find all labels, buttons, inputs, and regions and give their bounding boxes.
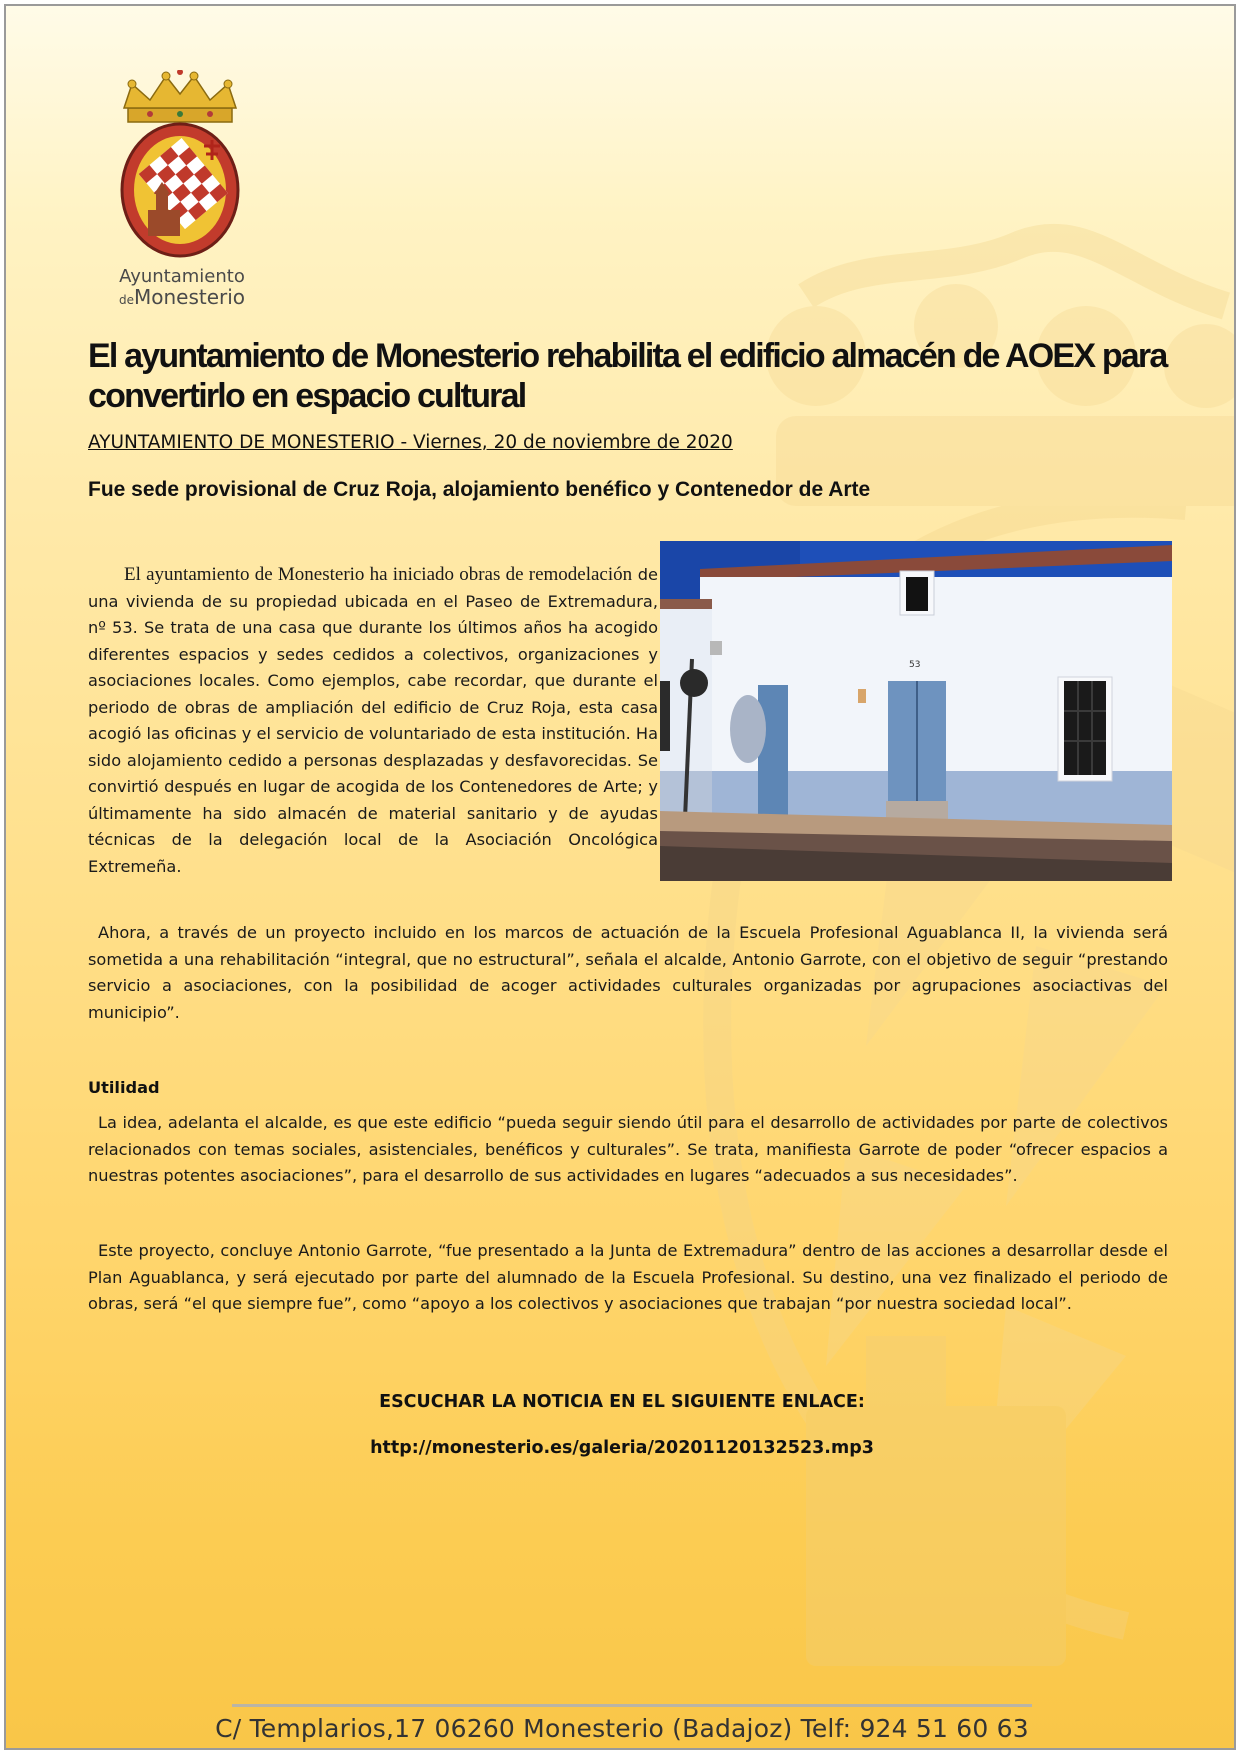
crown-icon xyxy=(124,70,236,122)
listen-label: ESCUCHAR LA NOTICIA EN EL SIGUIENTE ENLACE: xyxy=(379,1392,865,1412)
footer-address: C/ Templarios,17 06260 Monesterio (Badajoz) Telf: 924 51 60 63 xyxy=(215,1714,1029,1743)
paragraph-3: La idea, adelanta el alcalde, es que este edificio “pueda seguir siendo útil para el desarrollo de actividades por parte de colectivos relacionados con temas sociales, asistenciales, benéficos y culturales”. Se trata, manifiesta Garrote de poder “ofrecer espacios a nuestras potentes asociaciones”, para el desarrollo de sus actividades en lugares “adecuados a sus necesidades”. xyxy=(88,1113,1168,1185)
article-title: El ayuntamiento de Monesterio rehabilita el edificio almacén de AOEX para convertirlo en espacio cultural xyxy=(88,337,1167,415)
paragraph-2: Ahora, a través de un proyecto incluido en los marcos de actuación de la Escuela Profesional Aguablanca II, la vivienda será sometida a una rehabilitación “integral, que no estructural”, señala el alcalde, Antonio Garrote, con el objetivo de seguir “prestando servicio a asociaciones, con la posibilidad de acoger actividades culturales organizadas por agrupaciones asociactivas del municipio”. xyxy=(88,923,1168,1022)
footer-divider xyxy=(232,1704,1032,1707)
audio-link[interactable]: http://monesterio.es/galeria/20201120132523.mp3 xyxy=(370,1438,874,1458)
paragraph-1-rest: de una vivienda de su propiedad ubicada en el Paseo de Extremadura, nº 53. Se trata de una casa que durante los últimos años ha acogido diferentes espacios y sedes cedidos a colectivos, organizaciones y asociaciones locales. Como ejemplos, cabe recordar, que durante el periodo de obras de ampliación del edificio de Cruz Roja, esta casa acogió las oficinas y el servicio de voluntariado de esta institución. Ha sido alojamiento cedido a personas desplazadas y desfavorecidas. Se convirtió después en lugar de acogida de los Contenedores de Arte; y últimamente ha sido almacén de material sanitario y de ayudas técnicas de la delegación local de la Asociación Oncológica Extremeña. xyxy=(88,565,659,876)
logo-line-2: deMonesterio xyxy=(118,284,246,309)
paragraph-4: Este proyecto, concluye Antonio Garrote, “fue presentado a la Junta de Extremadura” dentro de las acciones a desarrollar desde el Plan Aguablanca, y será ejecutado por parte del alumnado de la Escuela Profesional. Su destino, una vez finalizado el periodo de obras, será “el que siempre fue”, como “apoyo a los colectivos y asociaciones que trabajan “por nuestra sociedad local”. xyxy=(88,1241,1168,1313)
house-number: 53 xyxy=(909,660,921,670)
logo-line-1: Ayuntamiento xyxy=(119,266,245,287)
article-subtitle: Fue sede provisional de Cruz Roja, alojamiento benéfico y Contenedor de Arte xyxy=(88,478,871,501)
building-photo xyxy=(660,541,1172,881)
municipal-crest-logo xyxy=(110,70,250,260)
paragraph-1-lead: El ayuntamiento de Monesterio ha iniciado obras de remodelación xyxy=(124,564,633,585)
crest-caption xyxy=(102,268,262,308)
section-heading-utilidad: Utilidad xyxy=(88,1078,160,1097)
article-dateline: AYUNTAMIENTO DE MONESTERIO - Viernes, 20 de noviembre de 2020 xyxy=(88,432,733,453)
paragraph-1 xyxy=(88,562,658,880)
document-page xyxy=(4,4,1236,1750)
